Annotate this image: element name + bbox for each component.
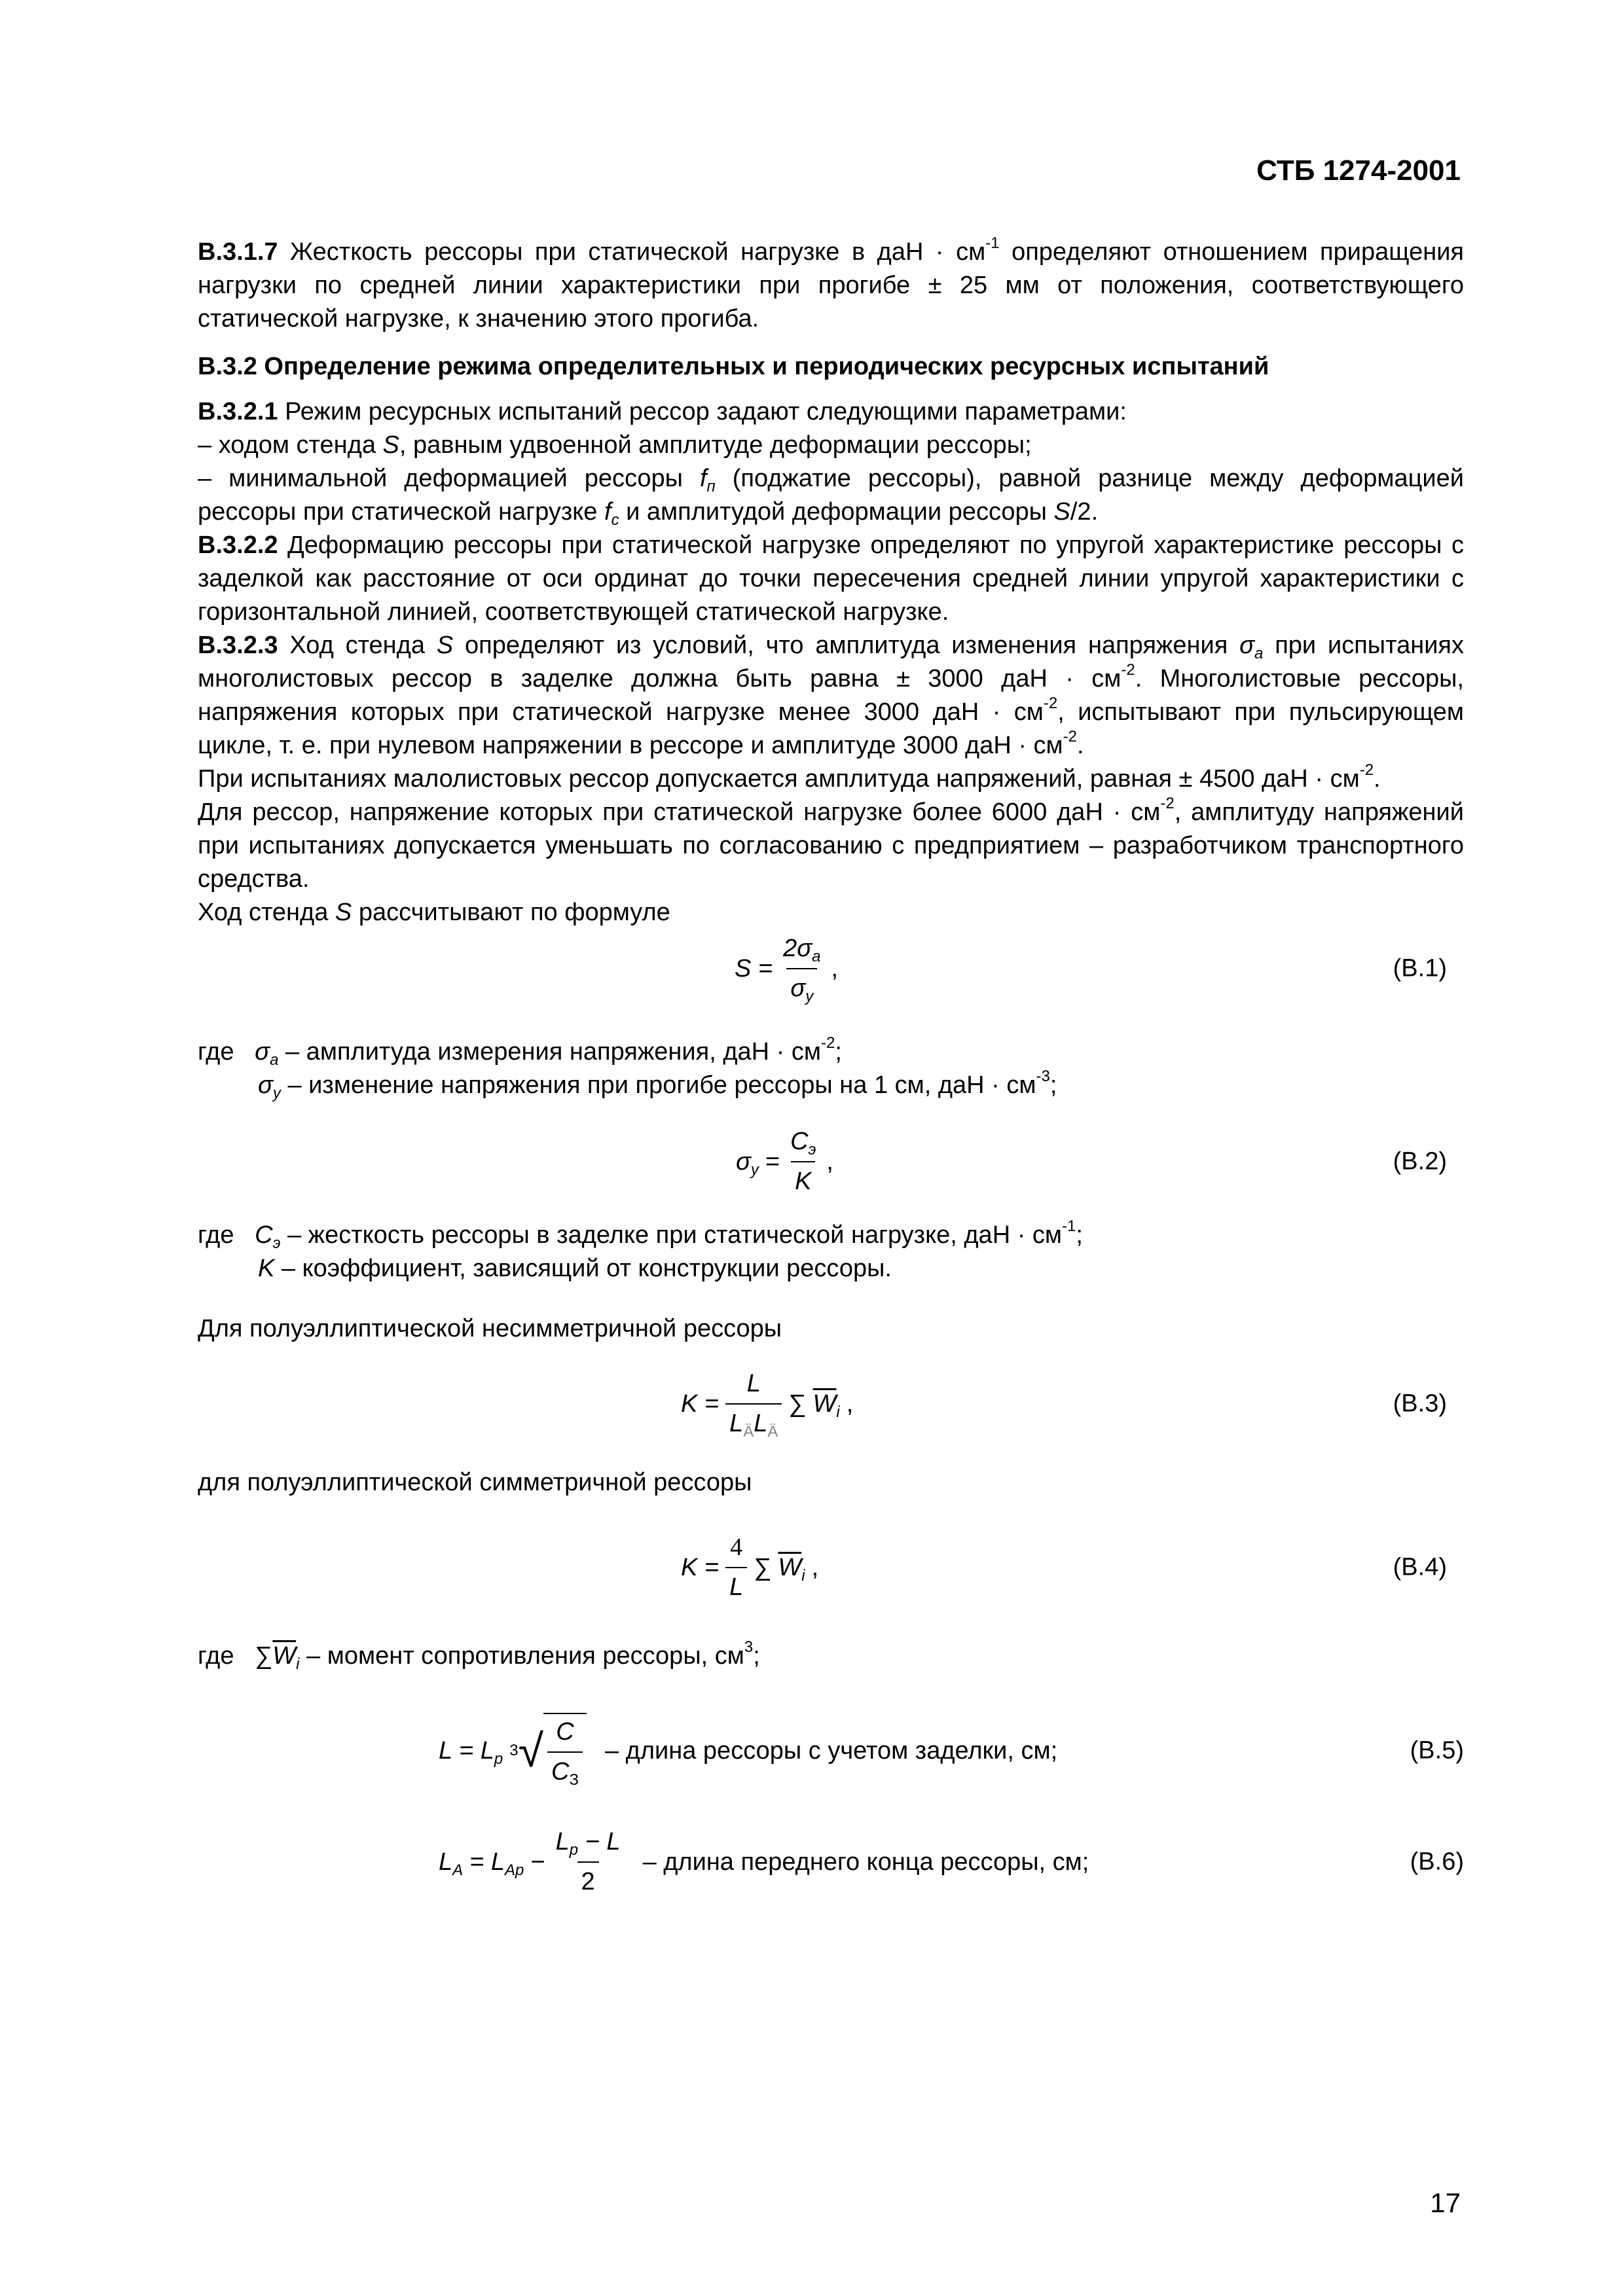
formula-b3	[198, 1355, 1464, 1453]
text: . Многолистовые рессоры, напряжения которых при статической нагрузке менее 3000 даН · см	[198, 665, 1465, 726]
subscript: y	[750, 1160, 759, 1179]
formula-b1-expression	[735, 932, 838, 1005]
den-text: L	[729, 1410, 744, 1437]
text: Жесткость рессоры при статической нагрузке в даН · см	[278, 238, 986, 266]
text: Ход стенда	[278, 632, 437, 659]
subscript: i	[836, 1403, 840, 1421]
paragraph-small-leaf	[198, 762, 1464, 796]
section-b317	[198, 236, 1464, 336]
text: – коэффициент, зависящий от конструкции рессоры.	[274, 1255, 892, 1282]
formula-b2-expression	[736, 1125, 833, 1198]
text: (поджатие рессоры), равной разнице между деформацией рессоры при статической нагрузке	[198, 465, 1464, 526]
symbol: S	[382, 431, 399, 459]
text: – жесткость рессоры в заделке при статической нагрузке, даН · см	[280, 1221, 1063, 1249]
symbol: C	[255, 1221, 273, 1249]
page-number: 17	[1430, 2187, 1461, 2218]
subscript: p	[494, 1749, 503, 1768]
symbol: S	[335, 899, 352, 926]
formula-b4-expression	[681, 1531, 818, 1604]
paragraph-b322	[198, 529, 1464, 629]
text: /2.	[1070, 498, 1099, 526]
section-b32	[198, 350, 1464, 384]
paragraph-symmetric: для полуэллиптической симметричной рессоры	[198, 1469, 752, 1496]
where-word: где	[198, 1642, 234, 1670]
num-text: − L	[578, 1828, 621, 1856]
subscript: i	[801, 1566, 805, 1585]
formula-description: – длина переднего конца рессоры, см;	[642, 1848, 1089, 1876]
denominator	[577, 1861, 599, 1899]
text: – момент сопротивления рессоры, см	[299, 1642, 744, 1670]
clause-number: В.3.1.7	[198, 238, 278, 266]
subscript: y	[272, 1085, 281, 1102]
denominator	[725, 1567, 747, 1604]
fraction	[725, 1531, 747, 1604]
clause-number: В.3.2.2	[198, 531, 278, 559]
paragraph-reduction	[198, 796, 1464, 896]
text: ;	[753, 1642, 760, 1670]
formula-tail: ,	[826, 1147, 833, 1175]
den-text: C	[551, 1758, 570, 1785]
text: ;	[1076, 1221, 1083, 1249]
where-block-2	[198, 1219, 1083, 1285]
num-text: C	[790, 1128, 809, 1155]
formula-lhs: K =	[681, 1390, 720, 1418]
formula-tail: ,	[831, 954, 839, 982]
w-term	[813, 1388, 840, 1421]
denominator	[786, 968, 817, 1005]
text: и амплитудой деформации рессоры	[619, 498, 1054, 526]
subscript: Ä	[743, 1423, 754, 1441]
subscript: п	[706, 478, 716, 495]
symbol: σ	[1239, 632, 1255, 659]
superscript: -2	[1063, 728, 1078, 745]
superscript: -3	[1036, 1067, 1050, 1085]
den-text: L	[754, 1410, 768, 1437]
num-text: 2σ	[783, 935, 812, 962]
text: Ход стенда	[198, 899, 335, 926]
subscript: Ä	[767, 1423, 778, 1441]
formula-b5-expression	[439, 1713, 1057, 1789]
sum-symbol: ∑	[788, 1390, 807, 1418]
numerator	[743, 1367, 765, 1403]
text: – изменение напряжения при прогибе рессоры на 1 см, даН · см	[280, 1071, 1036, 1099]
symbol: L = L	[439, 1736, 494, 1765]
subscript: э	[272, 1234, 281, 1252]
symbol: σ	[258, 1071, 273, 1099]
symbol: f	[604, 498, 611, 526]
symbol: $\overline{W}$	[778, 1553, 802, 1581]
text: рассчитывают по формуле	[352, 899, 670, 926]
text: При испытаниях малолистовых рессор допускается амплитуда напряжений, равная ± 4500 даН · см	[198, 765, 1360, 793]
formula-tail: ,	[846, 1390, 854, 1418]
superscript: -2	[1160, 795, 1175, 812]
formula-lhs	[736, 1145, 759, 1179]
formula-description: – длина рессоры с учетом заделки, см;	[604, 1736, 1058, 1765]
equals: =	[765, 1147, 780, 1175]
subscript: a	[1254, 645, 1264, 662]
den-text: σ	[790, 975, 806, 1002]
subscript: y	[805, 988, 814, 1005]
radical-sign: √	[518, 1725, 544, 1776]
fraction	[552, 1825, 625, 1899]
text: – минимальной деформацией рессоры	[198, 465, 700, 492]
fraction	[779, 932, 824, 1005]
symbol: = L	[469, 1848, 505, 1876]
text: определяют отношением приращения нагрузки по средней линии характеристики при прогибе ± 25 мм от положения, соответствующего статической нагрузке, к значению этого прогиба.	[198, 238, 1465, 332]
where-line	[198, 1035, 1057, 1069]
where-line	[198, 1252, 1083, 1285]
text: при испытаниях многолистовых рессор в заделке должна быть равна ± 3000 даН · см	[198, 632, 1464, 692]
num-text: 4	[730, 1534, 743, 1561]
text: , равным удвоенной амплитуде деформации рессоры;	[399, 431, 1032, 459]
text: , амплитуду напряжений при испытаниях допускается уменьшать по согласованию с предприятием – разработчиком транспортного средства.	[198, 798, 1464, 893]
symbol: σ	[736, 1147, 751, 1175]
list-item	[198, 462, 1464, 529]
symbol: S	[1053, 498, 1070, 526]
numerator	[552, 1825, 625, 1861]
symbol: $\overline{W}$	[272, 1642, 297, 1670]
section-heading: В.3.2 Определение режима определительных и периодических ресурсных испытаний	[198, 353, 1269, 380]
formula-lhs	[439, 1846, 463, 1879]
where-line	[198, 1219, 1083, 1252]
den-text: L	[729, 1573, 744, 1601]
text: определяют из условий, что амплитуда изменения напряжения	[453, 632, 1240, 659]
denominator	[547, 1751, 583, 1789]
subscript: A	[452, 1861, 464, 1879]
subscript: c	[611, 511, 619, 529]
superscript: -2	[1043, 694, 1058, 712]
where-block-3	[198, 1640, 760, 1673]
text: Режим ресурсных испытаний рессор задают следующими параметрами:	[278, 398, 1127, 425]
formula-b6	[198, 1813, 1464, 1911]
formula-number: (В.5)	[1410, 1736, 1464, 1765]
symbol: f	[699, 465, 707, 492]
sum-symbol: ∑	[255, 1642, 273, 1670]
cube-root: 3 √ $\frac{C}{C_З}$	[509, 1713, 587, 1789]
text: .	[1374, 765, 1381, 793]
where-line	[198, 1069, 1057, 1102]
formula-lhs: S =	[735, 954, 773, 982]
where-word: где	[198, 1221, 234, 1249]
formula-number: (В.4)	[1393, 1553, 1447, 1581]
standard-number: СТБ 1274-2001	[1256, 154, 1461, 187]
section-b321	[198, 395, 1464, 929]
formula-b1	[198, 920, 1464, 1018]
fraction	[547, 1715, 583, 1789]
denominator	[725, 1403, 782, 1441]
text: ;	[835, 1038, 842, 1066]
num-text: L	[555, 1828, 570, 1856]
text: Деформацию рессоры при статической нагрузке определяют по упругой характеристике рессоры с заделкой как расстояние от оси ординат до точки пересечения средней линии упругой характеристики с горизонтальной линией, соответствующей статической нагрузке.	[198, 531, 1464, 626]
num-text: L	[746, 1370, 761, 1397]
denominator	[791, 1161, 815, 1198]
formula-b2	[198, 1113, 1464, 1211]
formula-b4	[198, 1518, 1464, 1617]
superscript: -2	[820, 1034, 835, 1052]
den-text: 2	[581, 1868, 595, 1895]
w-term	[778, 1551, 805, 1585]
formula-number: (В.1)	[1393, 954, 1447, 982]
text: – ходом стенда	[198, 431, 383, 459]
symbol: S	[436, 632, 454, 659]
superscript: -2	[1121, 661, 1135, 679]
subscript: a	[812, 948, 821, 965]
superscript: -1	[1062, 1217, 1076, 1235]
paragraph-formula-intro	[198, 896, 1464, 929]
numerator	[552, 1715, 577, 1751]
formula-area	[198, 0, 1464, 2296]
formula-lhs	[439, 1734, 503, 1768]
clause-number: В.3.2.1	[198, 398, 278, 425]
list-item	[198, 429, 1464, 462]
subscript: p	[569, 1841, 579, 1859]
text: , испытывают при пульсирующем цикле, т. е. при нулевом напряжении в рессоре и амплитуде 3000 даН · см	[198, 698, 1464, 759]
subscript: э	[808, 1141, 816, 1158]
subscript: Ap	[505, 1861, 524, 1879]
where-word: где	[198, 1038, 234, 1066]
superscript: -1	[985, 234, 1000, 252]
formula-b5	[198, 1702, 1464, 1800]
symbol: $\overline{W}$	[812, 1390, 837, 1418]
subscript: З	[569, 1771, 579, 1789]
num-text: C	[556, 1718, 574, 1746]
symbol: L	[439, 1848, 453, 1876]
formula-b3-expression	[681, 1367, 853, 1441]
text: – амплитуда измерения напряжения, даН · см	[278, 1038, 821, 1066]
formula-number: (В.3)	[1393, 1390, 1447, 1418]
formula-lhs: K =	[681, 1553, 720, 1581]
den-text: K	[795, 1168, 812, 1195]
paragraph-asymmetric: Для полуэллиптической несимметричной рессоры	[198, 1315, 782, 1342]
formula-b6-expression	[439, 1825, 1089, 1899]
formula-number: (В.6)	[1410, 1848, 1464, 1876]
numerator	[726, 1531, 746, 1567]
symbol: K	[258, 1255, 275, 1282]
numerator	[779, 932, 824, 968]
radicand	[543, 1713, 587, 1789]
formula-tail: ,	[811, 1553, 819, 1581]
sum-symbol: ∑	[754, 1553, 772, 1581]
symbol: σ	[255, 1038, 270, 1066]
superscript: 3	[744, 1638, 754, 1656]
paragraph-b321	[198, 395, 1464, 429]
clause-number: В.3.2.3	[198, 632, 278, 659]
paragraph-b323	[198, 629, 1464, 762]
subscript: i	[296, 1655, 300, 1673]
formula-rhs	[469, 1846, 524, 1879]
text: ;	[1049, 1071, 1057, 1099]
superscript: -2	[1359, 761, 1374, 779]
paragraph-b317	[198, 236, 1464, 336]
numerator	[786, 1125, 820, 1161]
subscript: a	[270, 1051, 279, 1069]
fraction	[786, 1125, 820, 1198]
minus: −	[530, 1848, 545, 1876]
fraction	[725, 1367, 782, 1441]
text: .	[1077, 732, 1084, 759]
where-block-1	[198, 1035, 1057, 1102]
text: Для рессор, напряжение которых при статической нагрузке более 6000 даН · см	[198, 798, 1161, 826]
formula-number: (В.2)	[1393, 1147, 1447, 1175]
